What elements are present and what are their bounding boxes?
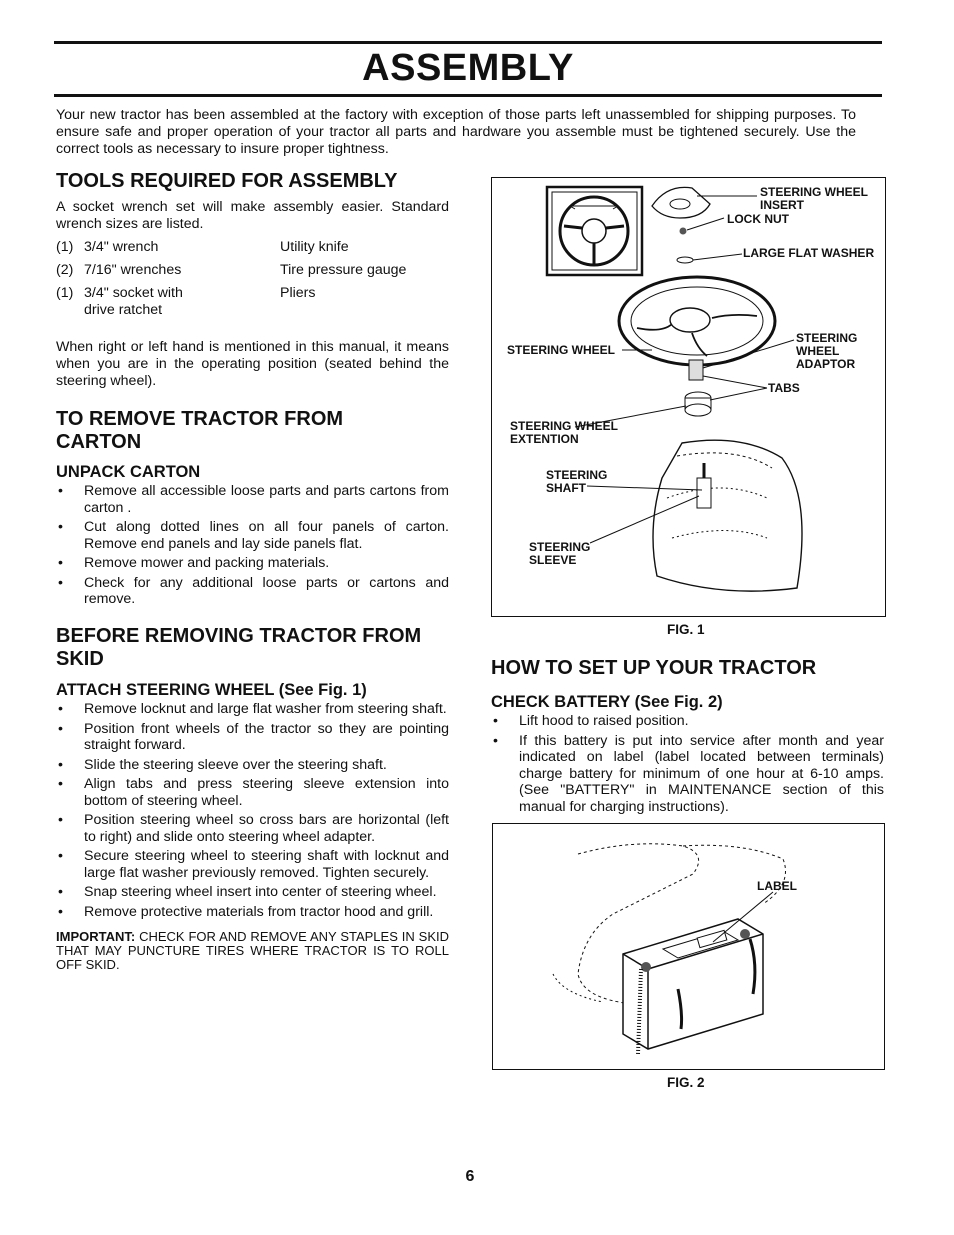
battery-subheading: CHECK BATTERY (See Fig. 2) [491,693,723,711]
list-item: • Check for any additional loose parts or cartons and remove. [56,575,449,608]
tool-qty: (1) [56,239,74,255]
remove-section [56,408,449,611]
tool-item-text-line2: drive ratchet [84,302,163,318]
callout-steering-shaft: STEERING SHAFT [546,468,608,495]
battery-list [491,713,884,815]
unpack-list [56,483,449,608]
list-item: • Remove protective materials from tractor hood and grill. [56,904,449,921]
intro-paragraph: Your new tractor has been assembled at the factory with exception of those parts left unassembled for shipping purposes. To ensure safe and proper operation of your tractor all parts and hardware you assemble must be tightened securely. Use the correct tools as necessary to insure proper tightness. [56,107,856,157]
callout-tabs: TABS [768,381,800,395]
setup-section [491,657,884,818]
figure-2-caption: FIG. 2 [667,1075,705,1090]
tool-item-text: 3/4" wrench [84,239,159,255]
list-item: • Lift hood to raised position. [491,713,884,730]
callout-label: LABEL [757,879,797,893]
figure-1-steering-assembly [491,177,886,617]
list-item: • Position front wheels of the tractor so they are pointing straight forward. [56,721,449,754]
list-item: • Remove mower and packing materials. [56,555,449,572]
battery-diagram-icon [493,824,884,1069]
tools-heading: TOOLS REQUIRED FOR ASSEMBLY [56,170,398,192]
skid-section [56,625,449,972]
tools-table [56,239,406,325]
figure-1-caption: FIG. 1 [667,622,705,637]
important-text: CHECK FOR AND REMOVE ANY STAPLES IN SKID THAT MAY PUNCTURE TIRES WHERE TRACTOR IS TO ROLL OFF SKID. [56,929,449,972]
tool-item-text: 7/16" wrenches [84,262,182,278]
header-rule-bottom [54,94,882,97]
skid-heading: BEFORE REMOVING TRACTOR FROM SKID [56,625,422,670]
callout-steering-wheel-insert: STEERING WHEEL INSERT [760,185,868,212]
list-item: • If this battery is put into service after month and year indicated on label (label located between terminals) charge battery for minimum of one hour at 6-10 amps. (See "BATTERY" in MAINTENANCE section of this manual for charging instructions). [491,733,884,816]
hand-note: When right or left hand is mentioned in this manual, it means when you are in the operating position (seated behind the steering wheel). [56,339,449,389]
tools-description: A socket wrench set will make assembly easier. Standard wrench sizes are listed. [56,199,449,232]
list-item: • Cut along dotted lines on all four panels of carton. Remove end panels and lay side panels flat. [56,519,449,552]
tool-item-text: 3/4" socket with [84,285,183,301]
attach-list [56,701,449,920]
list-item: • Remove all accessible loose parts and parts cartons from carton . [56,483,449,516]
setup-heading: HOW TO SET UP YOUR TRACTOR [491,657,817,679]
tools-row [56,285,406,325]
tool-item [84,285,280,325]
tool-qty: (1) [56,285,74,301]
tool-item [84,239,280,262]
list-item: • Slide the steering sleeve over the steering shaft. [56,757,449,774]
page-title: ASSEMBLY [362,47,574,89]
callout-steering-wheel: STEERING WHEEL [507,343,616,357]
callout-large-flat-washer: LARGE FLAT WASHER [743,246,875,260]
attach-subheading: ATTACH STEERING WHEEL (See Fig. 1) [56,681,367,699]
important-note [56,930,449,972]
list-item: • Secure steering wheel to steering shaft with locknut and large flat washer previously removed. Tighten securely. [56,848,449,881]
list-item: • Remove locknut and large flat washer from steering shaft. [56,701,449,718]
callout-steering-wheel-extention: STEERING WHEEL EXTENTION [510,419,618,446]
tools-row [56,262,406,285]
page-number: 6 [465,1168,475,1185]
tool-other: Pliers [280,285,316,301]
tool-other: Tire pressure gauge [280,262,407,278]
unpack-subheading: UNPACK CARTON [56,463,201,481]
remove-heading: TO REMOVE TRACTOR FROM CARTON [56,408,344,453]
figure-2-battery [492,823,885,1070]
tools-section [56,170,449,325]
list-item: • Position steering wheel so cross bars are horizontal (left to right) and slide onto steering wheel adapter. [56,812,449,845]
header-rule-top [54,41,882,44]
tools-row [56,239,406,262]
list-item: • Snap steering wheel insert into center of steering wheel. [56,884,449,901]
callout-steering-wheel-adaptor: STEERING WHEEL ADAPTOR [796,331,858,371]
important-label: IMPORTANT: [56,929,136,944]
callout-lock-nut: LOCK NUT [727,212,789,226]
tool-qty: (2) [56,262,74,278]
list-item: • Align tabs and press steering sleeve extension into bottom of steering wheel. [56,776,449,809]
tool-item [84,262,280,285]
tool-other: Utility knife [280,239,349,255]
callout-steering-sleeve: STEERING SLEEVE [529,540,591,567]
